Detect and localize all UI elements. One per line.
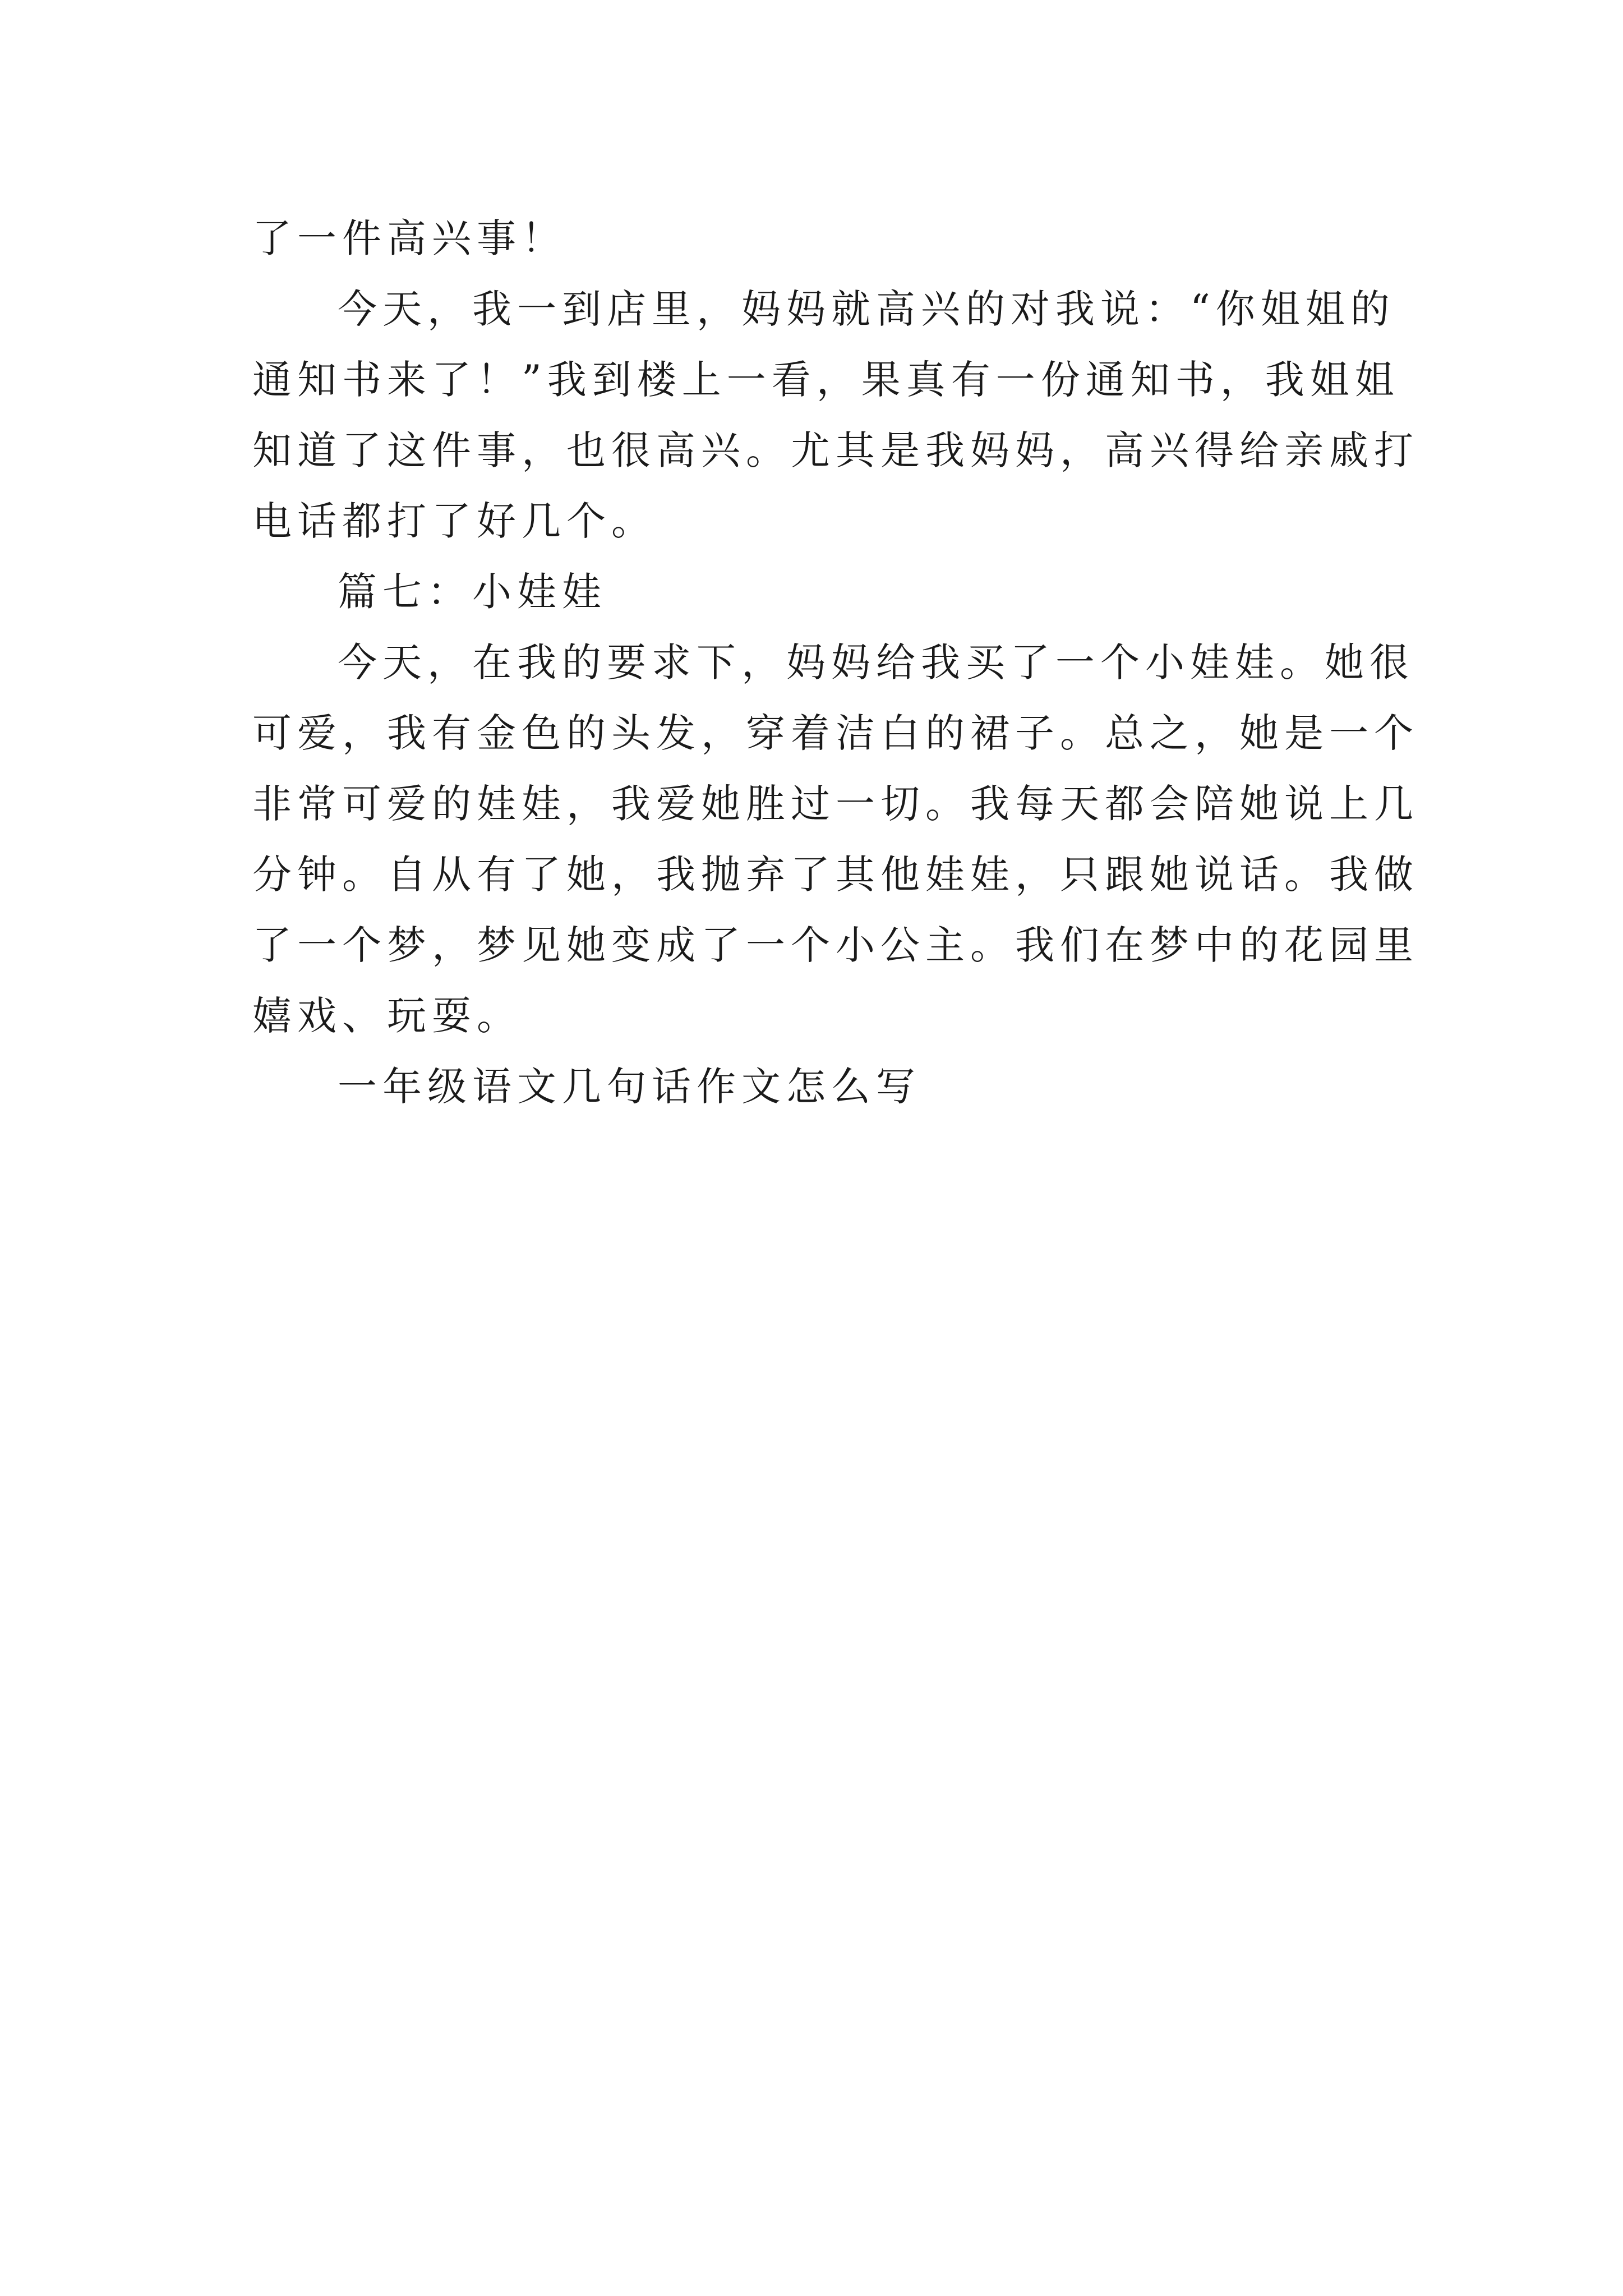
section-heading: 篇七：小娃娃 [338,569,607,615]
paragraph-first-line: 今天，在我的要求下，妈妈给我买了一个小娃娃。她很 [338,639,1414,685]
body-text [252,203,1419,1122]
text-line: 知道了这件事，也很高兴。尤其是我妈妈，高兴得给亲戚打 [252,427,1419,473]
text-line: 嬉戏、玩耍。 [252,993,522,1039]
closing-title: 一年级语文几句话作文怎么写 [338,1064,921,1110]
text-line: 了一件高兴事！ [252,215,566,261]
text-line: 电话都打了好几个。 [252,498,656,544]
text-line: 可爱，我有金色的头发，穿着洁白的裙子。总之，她是一个 [252,710,1419,756]
text-line: 分钟。自从有了她，我抛弃了其他娃娃，只跟她说话。我做 [252,852,1419,898]
text-line: 通知书来了！”我到楼上一看，果真有一份通知书，我姐姐 [252,357,1400,403]
text-line: 非常可爱的娃娃，我爱她胜过一切。我每天都会陪她说上几 [252,781,1419,827]
text-line: 了一个梦，梦见她变成了一个小公主。我们在梦中的花园里 [252,922,1419,968]
paragraph-first-line: 今天，我一到店里，妈妈就高兴的对我说：“你姐姐的 [338,286,1395,332]
